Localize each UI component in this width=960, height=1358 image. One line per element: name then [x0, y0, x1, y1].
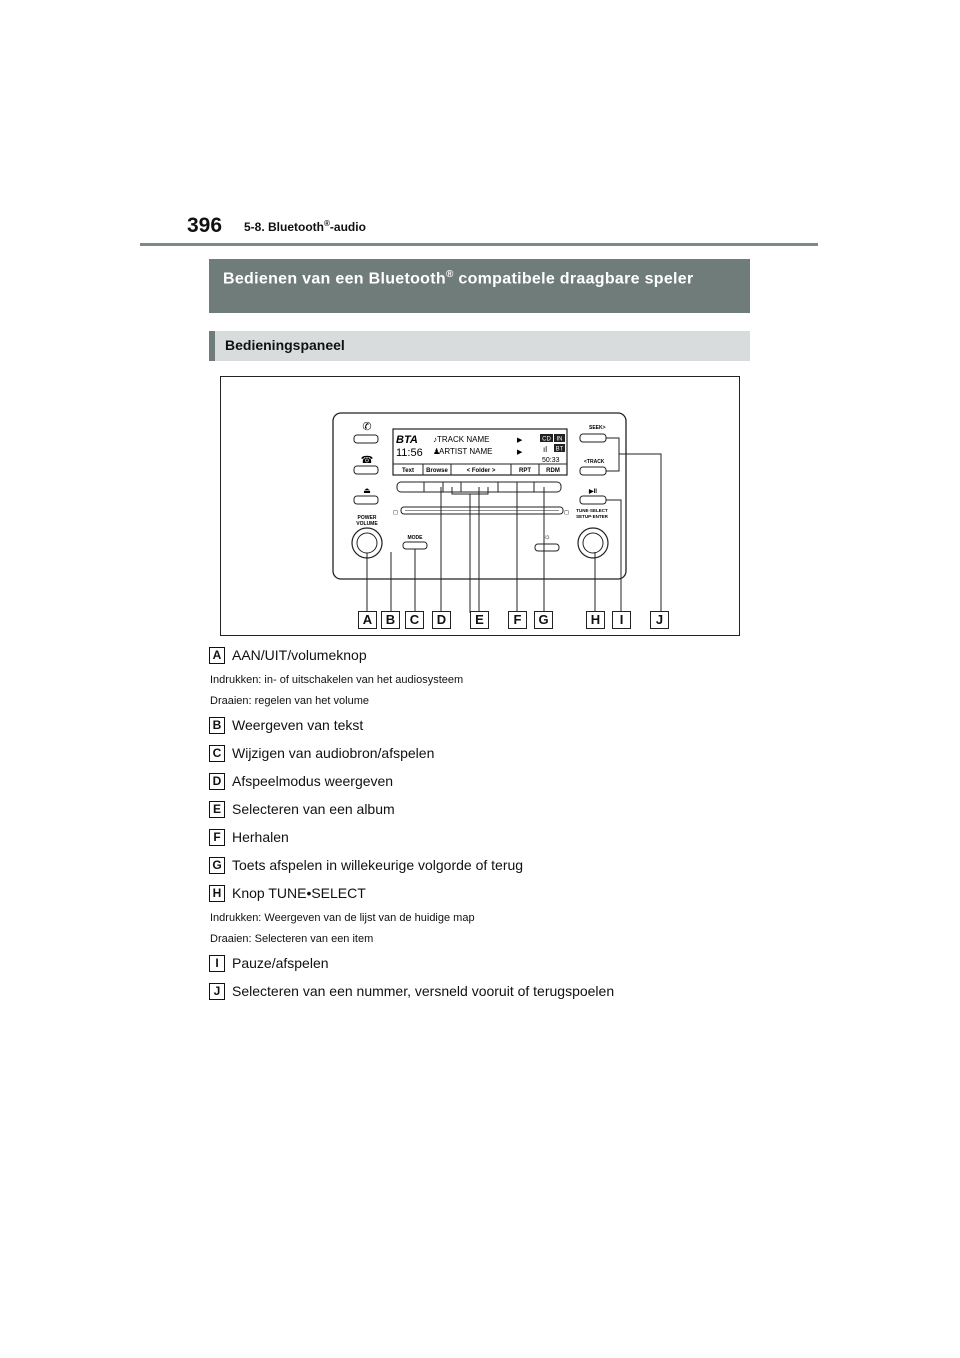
legend-item [209, 645, 769, 673]
callout-b: B [381, 611, 400, 629]
legend-item [209, 953, 769, 981]
artist-arrow: ▶ [517, 449, 523, 456]
bt-badge-text: BT [555, 446, 564, 453]
slot-mark-right: ◻ [564, 510, 569, 516]
header-rule [140, 243, 818, 246]
legend-badge: J [209, 983, 225, 1000]
callout-f: F [508, 611, 527, 629]
legend-item [209, 855, 769, 883]
seek-label: SEEK> [589, 425, 606, 431]
legend-badge: F [209, 829, 225, 846]
cd-badge-text: CD [542, 436, 551, 443]
legend-item [209, 771, 769, 799]
in-badge-text: IN [556, 436, 563, 443]
banner-title-prefix: Bedienen van een Bluetooth [223, 270, 446, 288]
slot-mark-left: ◻ [393, 510, 398, 516]
volume-label: VOLUME [356, 521, 378, 527]
softkey-rdm: RDM [546, 468, 560, 474]
callout-c: C [405, 611, 424, 629]
play-pause-label: ▶II [589, 489, 597, 495]
legend-text: Toets afspelen in willekeurige volgorde of terug [232, 857, 524, 873]
legend-text: Weergeven van tekst [232, 717, 364, 733]
legend-item [209, 981, 769, 1009]
softkey-folder: < Folder > [466, 468, 496, 474]
banner-title-suffix: compatibele draagbare speler [453, 270, 694, 288]
banner-registered-mark: ® [445, 269, 454, 280]
control-panel-diagram [221, 377, 741, 637]
legend-item [209, 827, 769, 855]
legend-badge: A [209, 647, 225, 664]
signal-icon: ıl [543, 445, 547, 454]
callout-e: E [470, 611, 489, 629]
display-track: ♪TRACK NAME [433, 435, 490, 444]
phone-icon: ✆ [362, 421, 372, 433]
legend-badge: E [209, 801, 225, 818]
legend-text: Herhalen [232, 829, 289, 845]
section-prefix: 5-8. Bluetooth [244, 220, 324, 234]
track-button[interactable] [580, 467, 606, 475]
eject-button[interactable] [354, 496, 378, 504]
legend-text: AAN/UIT/volumeknop [232, 647, 367, 663]
legend-note: Draaien: Selecteren van een item [210, 933, 374, 945]
legend-note: Indrukken: in- of uitschakelen van het audiosysteem [210, 674, 464, 686]
eject-icon: ⏏ [363, 486, 371, 495]
legend-note: Indrukken: Weergeven van de lijst van de huidige map [210, 912, 475, 924]
display-source: BTA [396, 434, 418, 446]
softkey-browse: Browse [426, 468, 448, 474]
track-label: <TRACK [584, 459, 605, 465]
tune-select-label: TUNE·SELECT [576, 508, 608, 513]
subheading: Bedieningspaneel [209, 331, 750, 361]
callout-g: G [534, 611, 553, 629]
registered-mark: ® [324, 219, 330, 228]
phone-button[interactable] [354, 435, 378, 443]
legend-badge: I [209, 955, 225, 972]
artist-icon: ♟ [433, 447, 441, 456]
mode-button[interactable] [403, 542, 427, 549]
brightness-button[interactable] [535, 544, 559, 551]
legend-note: Draaien: regelen van het volume [210, 695, 369, 707]
legend-badge: B [209, 717, 225, 734]
power-label: POWER [357, 515, 377, 521]
legend-badge: H [209, 885, 225, 902]
legend-text: Knop TUNE•SELECT [232, 885, 366, 901]
callout-a: A [358, 611, 377, 629]
power-volume-knob-inner [357, 533, 377, 553]
play-pause-button[interactable] [580, 496, 606, 504]
legend-badge: D [209, 773, 225, 790]
display-artist: ARTIST NAME [439, 447, 493, 456]
softkey-text: Text [402, 468, 414, 474]
hangup-icon: ☎ [360, 455, 374, 466]
callout-j: J [650, 611, 669, 629]
setup-enter-label: SETUP·ENTER [576, 514, 608, 519]
legend-item [209, 743, 769, 771]
mode-label: MODE [407, 535, 423, 541]
chapter-banner [209, 259, 750, 313]
brightness-icon: ☼ [543, 532, 551, 541]
tune-select-knob-inner [583, 533, 603, 553]
legend-text: Afspeelmodus weergeven [232, 773, 394, 789]
control-panel-figure [220, 376, 740, 636]
track-arrow: ▶ [517, 437, 523, 444]
callout-i: I [612, 611, 631, 629]
legend-badge: G [209, 857, 225, 874]
section-suffix: -audio [329, 220, 366, 234]
legend-item [209, 799, 769, 827]
legend-list [209, 645, 769, 1009]
legend-item [209, 883, 769, 911]
legend-text: Selecteren van een nummer, versneld vooruit of terugspoelen [232, 983, 615, 999]
section-title [244, 219, 366, 234]
legend-badge: C [209, 745, 225, 762]
legend-item [209, 715, 769, 743]
softkey-rpt: RPT [519, 468, 531, 474]
legend-text: Wijzigen van audiobron/afspelen [232, 745, 435, 761]
seek-button[interactable] [580, 434, 606, 442]
legend-text: Selecteren van een album [232, 801, 395, 817]
callout-h: H [586, 611, 605, 629]
callout-d: D [432, 611, 451, 629]
display-elapsed: 50:33 [542, 457, 560, 464]
legend-text: Pauze/afspelen [232, 955, 329, 971]
page-number: 396 [187, 214, 223, 237]
display-clock: 11:56 [396, 447, 423, 459]
hangup-button[interactable] [354, 466, 378, 474]
